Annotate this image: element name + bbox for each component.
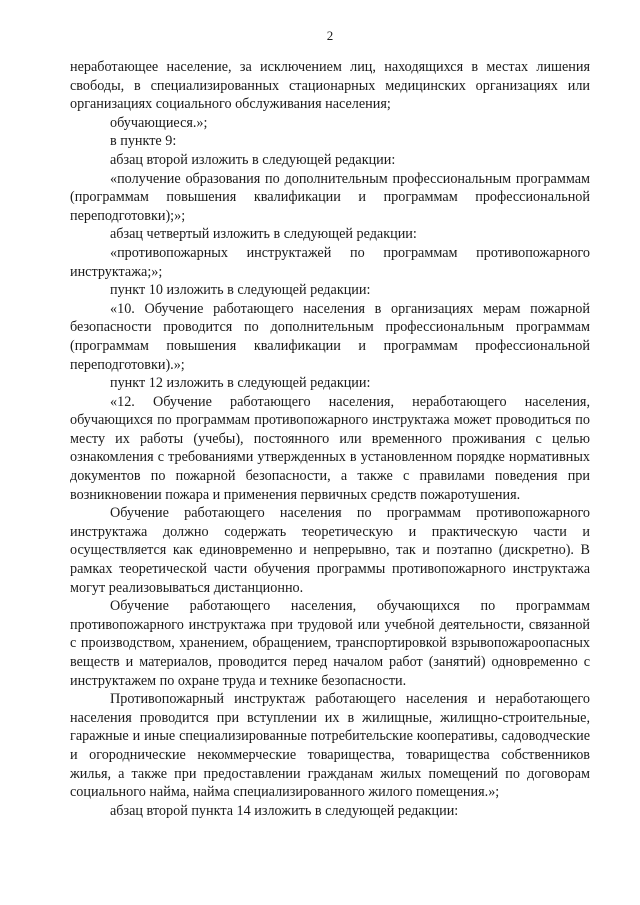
paragraph: «получение образования по дополнительным профессиональным программам (программам повышения квалификации и программам профессиональной переподготовки);»; [70, 170, 590, 224]
document-body [70, 58, 590, 820]
paragraph: «10. Обучение работающего населения в организациях мерам пожарной безопасности проводится по дополнительным профессиональным программам (программам повышения квалификации и программам профессиональной переподготовки).»; [70, 300, 590, 373]
paragraph: в пункте 9: [110, 133, 177, 150]
page-number: 2 [326, 28, 334, 43]
paragraph: Обучение работающего населения по программам противопожарного инструктажа должно содержать теоретическую и практическую части и осуществляется как единовременно и непрерывно, так и поэтапно (дискретно). В рамках теоретической части обучения программы противопожарного инструктажа могут реализовываться дистанционно. [70, 505, 590, 596]
paragraph: пункт 12 изложить в следующей редакции: [110, 375, 371, 392]
paragraph: Противопожарный инструктаж работающего населения и неработающего населения проводится при вступлении их в жилищные, жилищно-строительные, гаражные и иные специализированные потребительские кооперативы, садоводческие и огороднические некоммерческие товарищества, товарищества собственников жилья, а также при предоставлении гражданам жилых помещений по договорам социального найма, найма специализированного жилого помещения.»; [70, 691, 590, 801]
paragraph: Обучение работающего населения, обучающихся по программам противопожарного инструктажа при трудовой или учебной деятельности, связанной с производством, хранением, обращением, транспортировкой взрывопожароопасных веществ и материалов, проводится перед началом работ (занятий) одновременно с инструктажем по охране труда и технике безопасности. [70, 598, 590, 689]
paragraph: абзац второй изложить в следующей редакции: [110, 151, 396, 168]
document-page [70, 28, 590, 820]
paragraph: «12. Обучение работающего населения, неработающего населения, обучающихся по программам противопожарного инструктажа может проводиться по месту их работы (учебы), постоянного или временного проживания с целью ознакомления с требованиями утвержденных в установленном порядке нормативных документов по пожарной безопасности, а также с правилами поведения при возникновении пожара и применения первичных средств пожаротушения. [70, 393, 590, 503]
paragraph: пункт 10 изложить в следующей редакции: [110, 282, 371, 299]
paragraph: «противопожарных инструктажей по программам противопожарного инструктажа;»; [70, 244, 590, 280]
paragraph: абзац второй пункта 14 изложить в следующей редакции: [110, 802, 459, 819]
paragraph: обучающиеся.»; [110, 114, 208, 131]
paragraph: неработающее население, за исключением лиц, находящихся в местах лишения свободы, в специализированных стационарных медицинских организациях или организациях социального обслуживания населения; [70, 59, 590, 113]
paragraph: абзац четвертый изложить в следующей редакции: [110, 226, 417, 243]
